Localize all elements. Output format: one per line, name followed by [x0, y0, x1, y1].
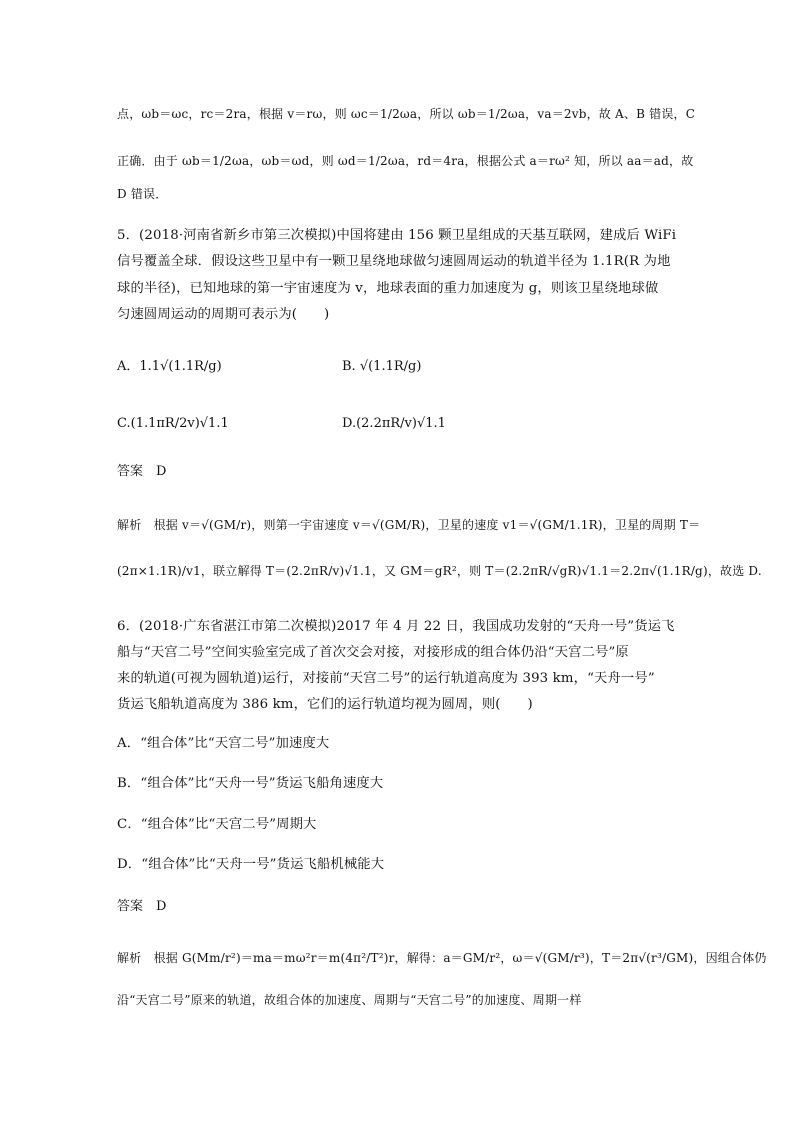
q5-analysis-line-1: 解析 根据 v＝√(GM/r)，则第一宇宙速度 v＝√(GM/R)，卫星的速度 v1＝√(GM/1.1R)，卫星的周期 T＝ [117, 518, 701, 532]
q6-answer: 答案 D [117, 899, 167, 914]
q6-stem-line-3: 来的轨道(可视为圆轨道)运行，对接前“天宫二号”的运行轨道高度为 393 km，“天舟一号” [117, 671, 655, 686]
q6-option-c: C．“组合体”比“天宫二号”周期大 [117, 817, 317, 832]
q5-stem-line-1: 5．(2018·河南省新乡市第三次模拟)中国将建由 156 颗卫星组成的天基互联网，建成后 WiFi [117, 228, 677, 243]
q5-option-c: C.(1.1πR/2v)√1.1 [117, 416, 229, 431]
solution-top-line-1: 点，ωb＝ωc，rc＝2ra，根据 v＝rω，则 ωc＝1/2ωa，所以 ωb＝1/2ωa，va＝2vb，故 A、B 错误，C [117, 107, 696, 121]
q5-option-d: D.(2.2πR/v)√1.1 [342, 416, 446, 431]
q6-stem-line-4: 货运飞船轨道高度为 386 km，它们的运行轨道均视为圆周，则( ) [117, 697, 533, 712]
q6-stem-line-2: 船与“天宫二号”空间实验室完成了首次交会对接，对接形成的组合体仍沿“天宫二号”原 [117, 645, 629, 660]
q5-option-a: A．1.1√(1.1R/g) [117, 359, 222, 374]
q6-analysis-line-1: 解析 根据 G(Mm/r²)＝ma＝mω²r＝m(4π²/T²)r，解得：a＝GM/r²，ω＝√(GM/r³)，T＝2π√(r³/GM)，因组合体仍 [117, 951, 767, 965]
q6-option-d: D．“组合体”比“天舟一号”货运飞船机械能大 [117, 857, 385, 872]
q5-option-b: B. √(1.1R/g) [342, 359, 422, 374]
q5-stem-line-2: 信号覆盖全球．假设这些卫星中有一颗卫星绕地球做匀速圆周运动的轨道半径为 1.1R(R 为地 [117, 254, 671, 269]
solution-top-line-2: 正确．由于 ωb＝1/2ωa，ωb＝ωd，则 ωd＝1/2ωa，rd＝4ra，根据公式 a＝rω² 知，所以 aa＝ad，故 [117, 154, 694, 168]
q6-stem-line-1: 6．(2018·广东省湛江市第二次模拟)2017 年 4 月 22 日，我国成功发射的“天舟一号”货运飞 [117, 619, 675, 634]
q6-option-a: A．“组合体”比“天宫二号”加速度大 [117, 736, 330, 751]
q6-option-b: B．“组合体”比“天舟一号”货运飞船角速度大 [117, 776, 384, 791]
solution-top-line-3: D 错误． [117, 187, 168, 201]
q5-analysis-line-2: (2π×1.1R)/v1，联立解得 T＝(2.2πR/v)√1.1，又 GM＝gR²，则 T＝(2.2πR/√gR)√1.1＝2.2π√(1.1R/g)，故选 D. [117, 564, 762, 578]
q5-answer: 答案 D [117, 464, 167, 479]
q5-stem-line-3: 球的半径)，已知地球的第一宇宙速度为 v，地球表面的重力加速度为 g，则该卫星绕地球做 [117, 281, 659, 296]
q5-stem-line-4: 匀速圆周运动的周期可表示为( ) [117, 307, 330, 322]
q6-analysis-line-2: 沿“天宫二号”原来的轨道，故组合体的加速度、周期与“天宫二号”的加速度、周期一样 [117, 993, 582, 1007]
